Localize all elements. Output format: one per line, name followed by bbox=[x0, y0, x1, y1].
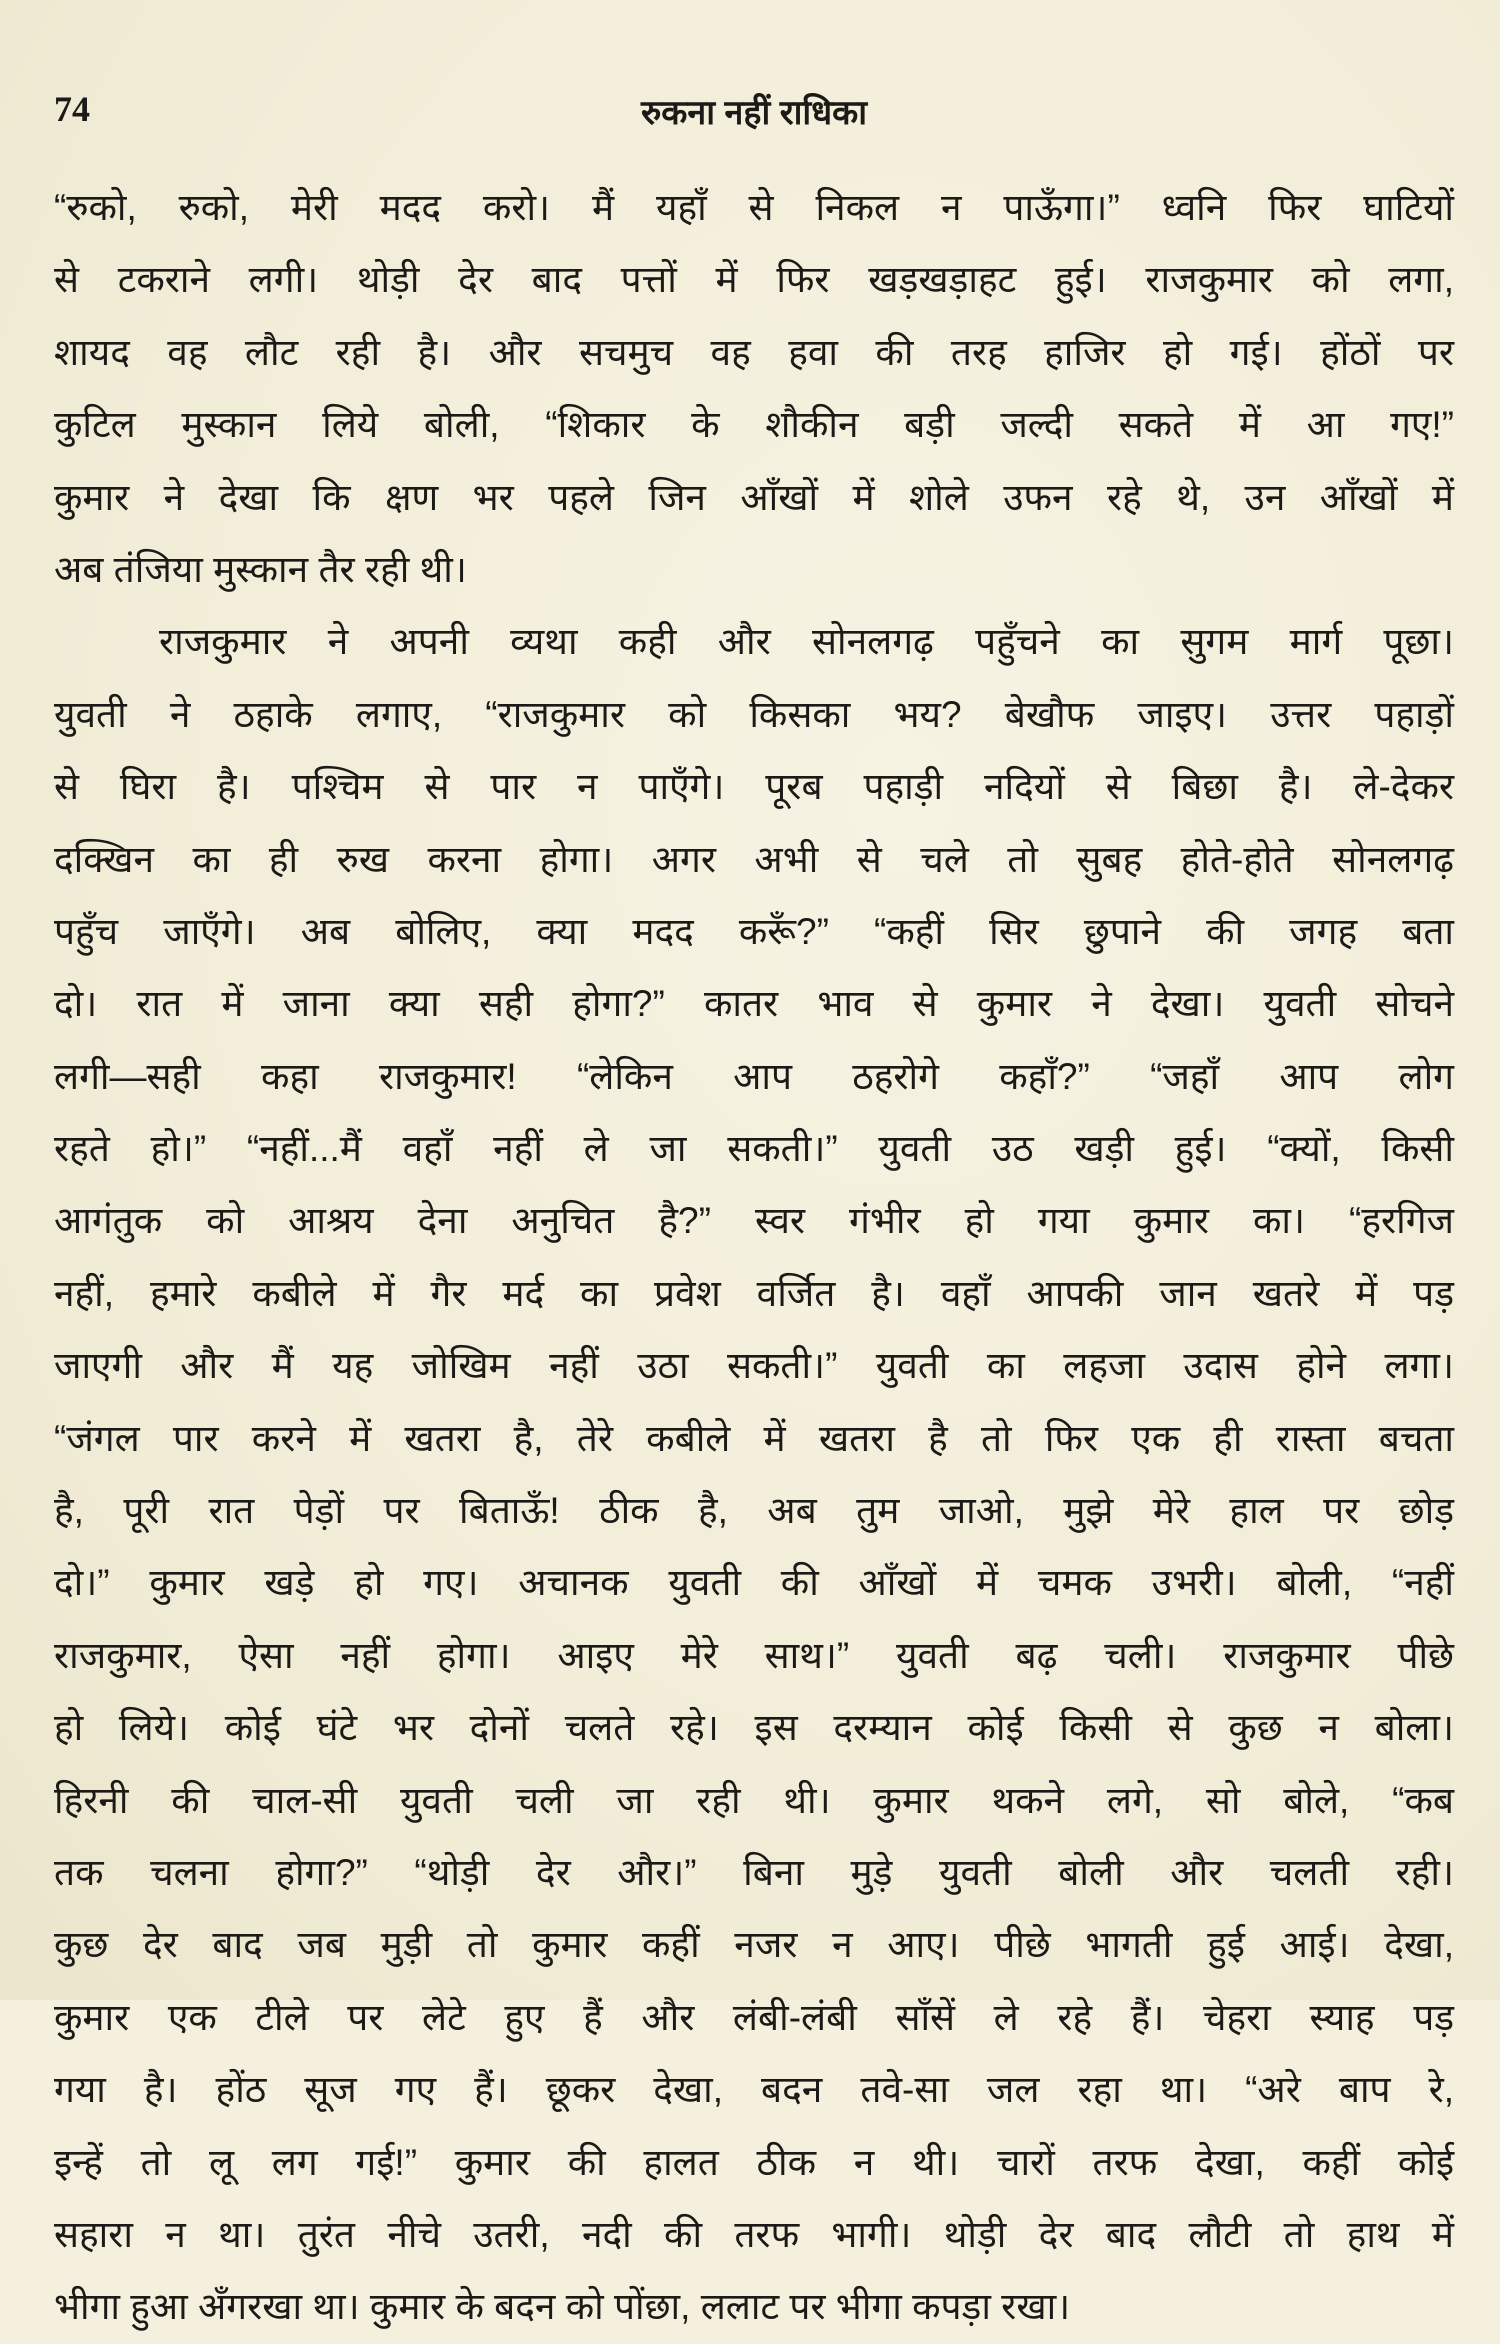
text-line: दो। रात में जाना क्या सही होगा?” कातर भाव से कुमार ने देखा। युवती सोचने bbox=[54, 983, 1454, 1025]
text-line: कुछ देर बाद जब मुड़ी तो कुमार कहीं नजर न आए। पीछे भागती हुई आई। देखा, bbox=[54, 1924, 1454, 1966]
text-line: रहते हो।” “नहीं...मैं वहाँ नहीं ले जा सकती।” युवती उठ खड़ी हुई। “क्यों, किसी bbox=[54, 1128, 1454, 1170]
text-line: “रुको, रुको, मेरी मदद करो। मैं यहाँ से निकल न पाऊँगा।” ध्वनि फिर घाटियों bbox=[54, 187, 1454, 228]
running-title: रुकना नहीं राधिका bbox=[640, 94, 868, 132]
text-line: दक्खिन का ही रुख करना होगा। अगर अभी से चले तो सुबह होते-होते सोनलगढ़ bbox=[54, 838, 1454, 880]
text-line: जाएगी और मैं यह जोखिम नहीं उठा सकती।” युवती का लहजा उदास होने लगा। bbox=[54, 1345, 1454, 1387]
text-line: कुमार एक टीले पर लेटे हुए हैं और लंबी-लंबी साँसें ले रहे हैं। चेहरा स्याह पड़ bbox=[54, 1996, 1454, 2038]
text-line: राजकुमार, ऐसा नहीं होगा। आइए मेरे साथ।” युवती बढ़ चली। राजकुमार पीछे bbox=[54, 1634, 1454, 1676]
text-line: युवती ने ठहाके लगाए, “राजकुमार को किसका भय? बेखौफ जाइए। उत्तर पहाड़ों bbox=[54, 693, 1454, 735]
text-line: कुमार ने देखा कि क्षण भर पहले जिन आँखों में शोले उफन रहे थे, उन आँखों में bbox=[54, 476, 1454, 518]
text-line: इन्हें तो लू लग गई!” कुमार की हालत ठीक न थी। चारों तरफ देखा, कहीं कोई bbox=[54, 2141, 1454, 2183]
text-line: तक चलना होगा?” “थोड़ी देर और।” बिना मुड़े युवती बोली और चलती रही। bbox=[54, 1851, 1454, 1893]
text-line: राजकुमार ने अपनी व्यथा कही और सोनलगढ़ पहुँचने का सुगम मार्ग पूछा। bbox=[159, 621, 1454, 663]
text-line: से टकराने लगी। थोड़ी देर बाद पत्तों में फिर खड़खड़ाहट हुई। राजकुमार को लगा, bbox=[54, 259, 1454, 301]
text-line: से घिरा है। पश्चिम से पार न पाएँगे। पूरब पहाड़ी नदियों से बिछा है। ले-देकर bbox=[54, 766, 1454, 808]
text-line: हो लिये। कोई घंटे भर दोनों चलते रहे। इस दरम्यान कोई किसी से कुछ न बोला। bbox=[54, 1707, 1454, 1749]
text-line: हिरनी की चाल-सी युवती चली जा रही थी। कुमार थकने लगे, सो बोले, “कब bbox=[54, 1779, 1454, 1821]
text-line: लगी—सही कहा राजकुमार! “लेकिन आप ठहरोगे कहाँ?” “जहाँ आप लोग bbox=[54, 1055, 1454, 1097]
page-number: 74 bbox=[54, 89, 90, 129]
text-line: भीगा हुआ अँगरखा था। कुमार के बदन को पोंछा, ललाट पर भीगा कपड़ा रखा। bbox=[54, 2286, 1071, 2328]
text-line: सहारा न था। तुरंत नीचे उतरी, नदी की तरफ भागी। थोड़ी देर बाद लौटी तो हाथ में bbox=[54, 2213, 1454, 2255]
text-line: नहीं, हमारे कबीले में गैर मर्द का प्रवेश वर्जित है। वहाँ आपकी जान खतरे में पड़ bbox=[54, 1272, 1454, 1314]
text-line: आगंतुक को आश्रय देना अनुचित है?” स्वर गंभीर हो गया कुमार का। “हरगिज bbox=[54, 1200, 1454, 1242]
text-line: है, पूरी रात पेड़ों पर बिताऊँ! ठीक है, अब तुम जाओ, मुझे मेरे हाल पर छोड़ bbox=[54, 1490, 1454, 1532]
text-line: कुटिल मुस्कान लिये बोली, “शिकार के शौकीन बड़ी जल्दी सकते में आ गए!” bbox=[54, 404, 1454, 446]
text-line: अब तंजिया मुस्कान तैर रही थी। bbox=[54, 548, 467, 590]
text-line: दो।” कुमार खड़े हो गए। अचानक युवती की आँखों में चमक उभरी। बोली, “नहीं bbox=[54, 1562, 1454, 1604]
body-text bbox=[54, 172, 1454, 2344]
text-line: “जंगल पार करने में खतरा है, तेरे कबीले में खतरा है तो फिर एक ही रास्ता बचता bbox=[54, 1417, 1454, 1459]
text-line: गया है। होंठ सूज गए हैं। छूकर देखा, बदन तवे-सा जल रहा था। “अरे बाप रे, bbox=[54, 2069, 1454, 2111]
page-header bbox=[54, 88, 1454, 138]
text-line: शायद वह लौट रही है। और सचमुच वह हवा की तरह हाजिर हो गई। होंठों पर bbox=[54, 331, 1454, 373]
text-line: पहुँच जाएँगे। अब बोलिए, क्या मदद करूँ?” “कहीं सिर छुपाने की जगह बता bbox=[54, 910, 1454, 952]
